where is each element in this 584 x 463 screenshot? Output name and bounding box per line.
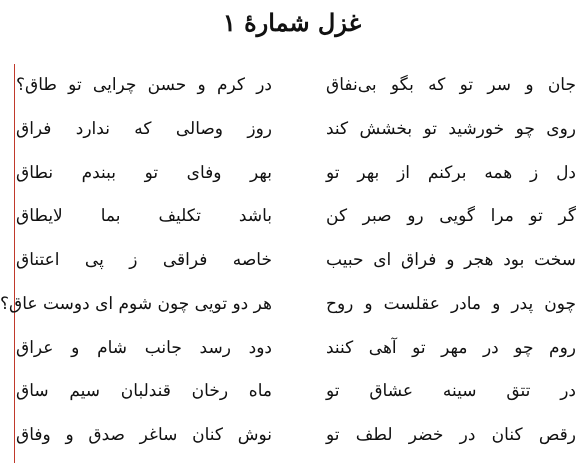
hemistich-second: ماه رخان قندلبان سیم ساق [16, 381, 272, 401]
couplet [14, 420, 584, 450]
couplet [14, 376, 584, 406]
couplet [14, 245, 584, 275]
hemistich-first: چون پدر و مادر عقلست و روح [326, 294, 576, 314]
hemistich-first: دل ز همه برکنم از بهر تو [326, 163, 576, 183]
hemistich-second: نوش کنان ساغر صدق و وفاق [16, 425, 272, 445]
couplet [14, 114, 584, 144]
couplet [14, 333, 584, 363]
hemistich-second: خاصه فراقی ز پی اعتناق [16, 250, 272, 270]
hemistich-first: گر تو مرا گویی رو صبر کن [326, 206, 576, 226]
poem-body [0, 70, 584, 463]
hemistich-first: روم چو در مهر تو آهی کنند [326, 338, 576, 358]
couplet [0, 289, 584, 319]
hemistich-first: روی چو خورشید تو بخشش کند [326, 119, 576, 139]
hemistich-second: بهر وفای تو ببندم نطاق [16, 163, 272, 183]
hemistich-second: روز وصالی که ندارد فراق [16, 119, 272, 139]
hemistich-second: هر دو تویی چون شوم ای دوست عاق؟ [0, 294, 272, 314]
poem-title: غزل شمارهٔ ۱ [222, 8, 362, 37]
couplet [14, 201, 584, 231]
hemistich-second: در کرم و حسن چرایی تو طاق؟ [16, 75, 272, 95]
hemistich-second: دود رسد جانب شام و عراق [16, 338, 272, 358]
hemistich-first: جان و سر تو که بگو بی‌نفاق [326, 75, 576, 95]
hemistich-first: در تتق سینه عشاق تو [326, 381, 576, 401]
hemistich-first: سخت بود هجر و فراق ای حبیب [326, 250, 576, 270]
hemistich-second: باشد تکلیف بما لایطاق [16, 206, 272, 226]
couplet [14, 70, 584, 100]
hemistich-first: رقص کنان در خضر لطف تو [326, 425, 576, 445]
couplet [14, 158, 584, 188]
